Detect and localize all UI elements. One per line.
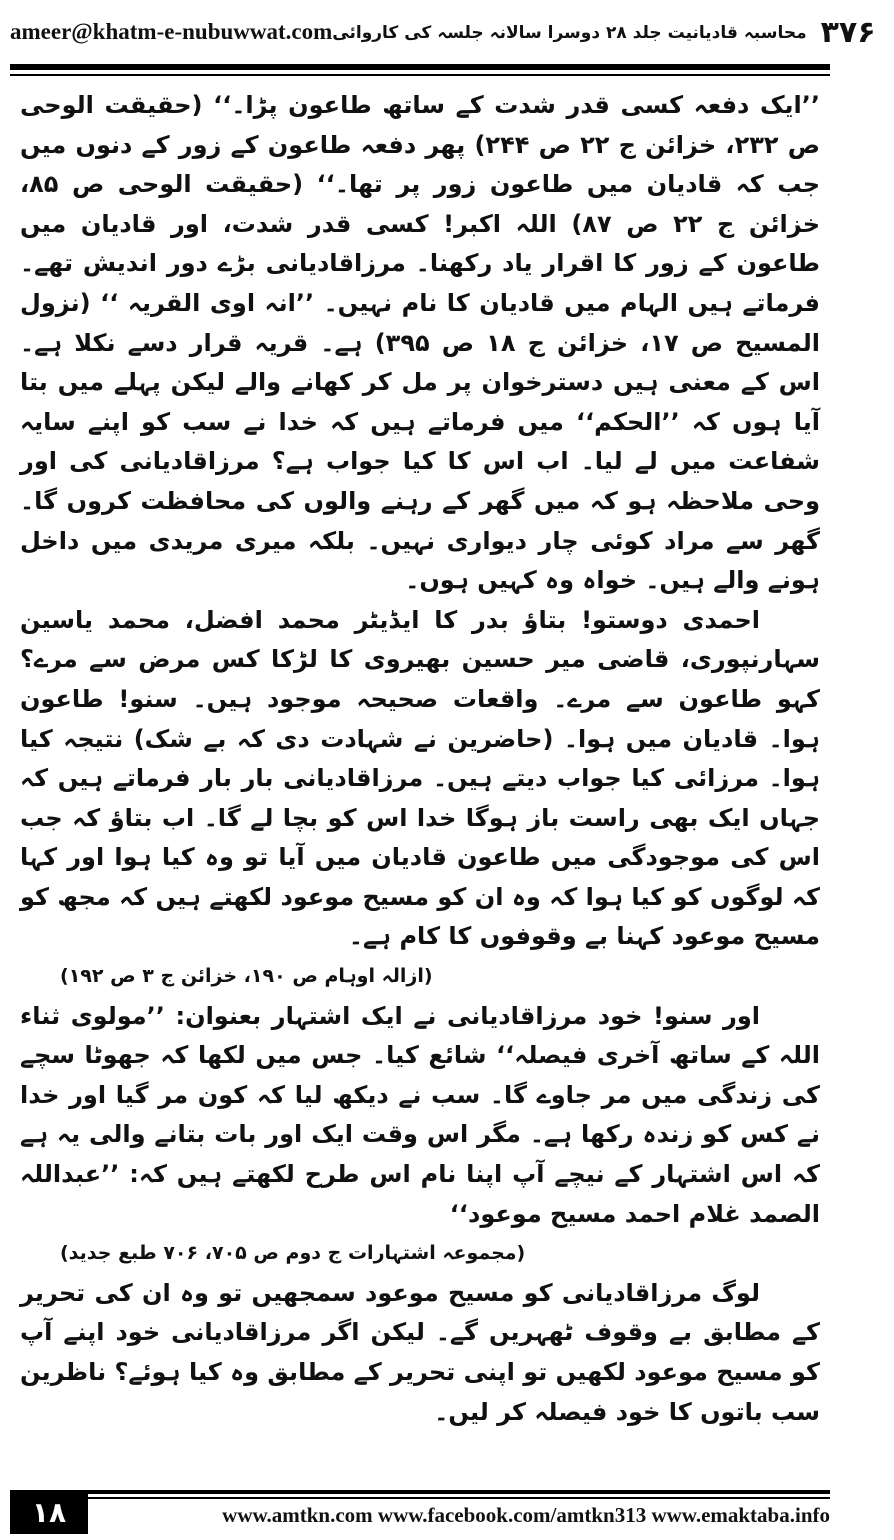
paragraph-3-reference: (مجموعہ اشتہارات ج دوم ص ۷۰۵، ۷۰۶ طبع جدید)	[60, 1242, 526, 1265]
paragraph-2-reference: (ازالہ اوہام ص ۱۹۰، خزائن ج ۳ ص ۱۹۲)	[60, 965, 433, 988]
footer-page-number: ۱۸	[10, 1490, 88, 1534]
page-footer	[10, 1490, 830, 1534]
footer-website-links[interactable]: www.amtkn.com www.facebook.com/amtkn313 www.emaktaba.info	[222, 1503, 830, 1527]
header-title-group	[332, 15, 893, 50]
footer-rule-thick	[88, 1490, 830, 1494]
header-rule-thick	[10, 64, 830, 70]
paragraph-3-reference-line	[20, 1234, 820, 1274]
paragraph-2-reference-line	[20, 957, 820, 997]
header-rule-thin	[10, 74, 830, 76]
header-email[interactable]: ameer@khatm-e-nubuwwat.com	[10, 19, 333, 44]
header-book-title: محاسبہ قادیانیت جلد ۲۸ دوسرا سالانہ جلسہ کی کاروائی	[332, 22, 807, 43]
paragraph-3: اور سنو! خود مرزاقادیانی نے ایک اشتہار بعنوان: ’’مولوی ثناء اللہ کے ساتھ آخری فیصلہ‘‘ شائع کیا۔ جس میں لکھا کہ جھوٹا سچے کی زندگی میں مر جاوے گا۔ سب نے دیکھ لیا کہ کون مر گیا اور خدا نے کس کو زندہ رکھا ہے۔ مگر اس وقت ایک اور بات بتانے والی یہ ہے کہ اس اشتہار کے نیچے آپ اپنا نام اس طرح لکھتے ہیں کہ: ’’عبداللہ الصمد غلام احمد مسیح موعود‘‘	[20, 1001, 820, 1228]
header-page-number: ۳۷۶	[820, 14, 876, 50]
page-body	[20, 86, 820, 1432]
paragraph-4: لوگ مرزاقادیانی کو مسیح موعود سمجھیں تو وہ ان کی تحریر کے مطابق بے وقوف ٹھہریں گے۔ لیکن اگر مرزاقادیانی خود اپنے آپ کو مسیح موعود لکھیں تو اپنی تحریر کے مطابق وہ کیا ہوئے؟ ناظرین سب باتوں کا خود فیصلہ کر لیں۔	[19, 1278, 820, 1426]
footer-rule-thin	[88, 1497, 830, 1499]
page-header	[10, 6, 876, 58]
paragraph-2: احمدی دوستو! بتاؤ بدر کا ایڈیٹر محمد افضل، محمد یاسین سہارنپوری، قاضی میر حسین بھیروی کا لڑکا کس مرض سے مرے؟ کہو طاعون سے مرے۔ واقعات صحیحہ موجود ہیں۔ سنو! طاعون ہوا۔ قادیان میں ہوا۔ (حاضرین نے شہادت دی کہ بے شک) نتیجہ کیا ہوا۔ مرزائی کیا جواب دیتے ہیں۔ مرزاقادیانی بار بار فرماتے ہیں کہ جہاں ایک بھی راست باز ہوگا خدا اس کو بچا لے گا۔ اب بتاؤ کہ جب اس کی موجودگی میں طاعون قادیان میں آیا تو وہ کیا ہوا اور کہا کہ لوگوں کو کیا ہوا کہ وہ ان کو مسیح موعود لکھتے ہیں کہ مجھ کو مسیح موعود کہنا بے وقوفوں کا کام ہے۔	[20, 605, 820, 951]
paragraph-1: ’’ایک دفعہ کسی قدر شدت کے ساتھ طاعون پڑا۔‘‘ (حقیقت الوحی ص ۲۳۲، خزائن ج ۲۲ ص ۲۴۴) پھر دفعہ طاعون کے زور کے دنوں میں جب کہ قادیان میں طاعون زور پر تھا۔‘‘ (حقیقت الوحی ص ۸۵، خزائن ج ۲۲ ص ۸۷) اللہ اکبر! کسی قدر شدت، اور قادیان میں طاعون کے زور کا اقرار یاد رکھنا۔ مرزاقادیانی بڑے دور اندیش تھے۔ فرماتے ہیں الہام میں قادیان کا نام نہیں۔ ’’انہ اوی القریہ ‘‘ (نزول المسیح ص ۱۷، خزائن ج ۱۸ ص ۳۹۵) ہے۔ قریہ قرار دسے نکلا ہے۔ اس کے معنی ہیں دسترخوان پر مل کر کھانے والے لیکن پہلے میں بتا آیا ہوں کہ ’’الحکم‘‘ میں فرماتے ہیں کہ خدا نے سب کو اپنے سایہ شفاعت میں لے لیا۔ اب اس کا کیا جواب ہے؟ مرزاقادیانی کی اور وحی ملاحظہ ہو کہ میں گھر کے رہنے والوں کی محافظت کروں گا۔ گھر سے مراد کوئی چار دیواری نہیں۔ بلکہ میری مریدی میں داخل ہونے والے ہیں۔ خواہ وہ کہیں ہوں۔	[20, 91, 821, 595]
